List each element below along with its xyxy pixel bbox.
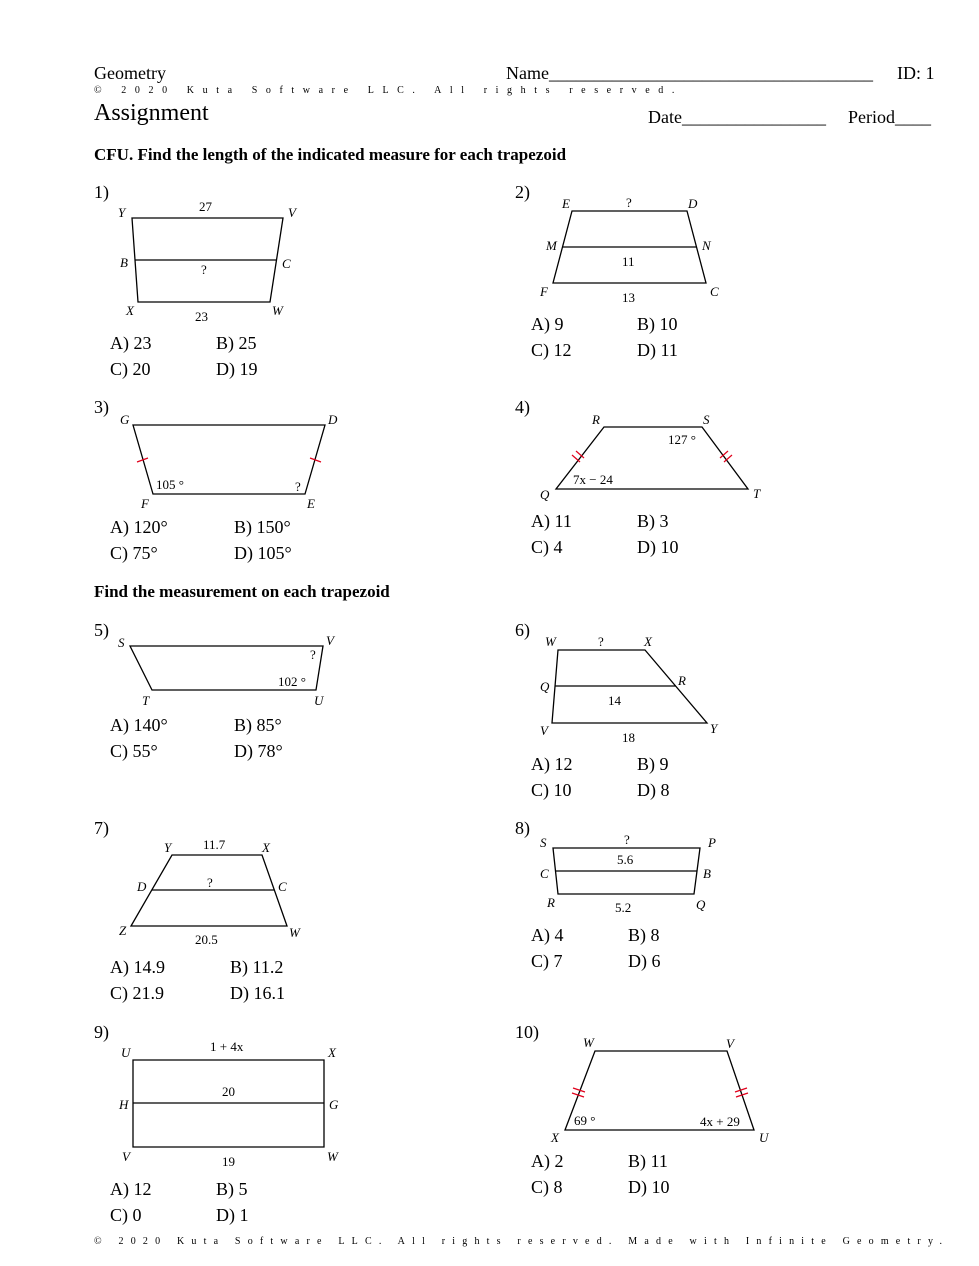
vertex-m: M bbox=[546, 238, 557, 253]
vertex-n: N bbox=[702, 238, 711, 253]
vertex-e: E bbox=[307, 496, 315, 511]
vertex-s: S bbox=[703, 412, 710, 427]
problem-8-choice-b[interactable]: B) 8 bbox=[628, 925, 660, 945]
angle-v-label: ? bbox=[310, 647, 316, 662]
midsegment-label: 5.6 bbox=[617, 852, 634, 867]
problem-4-number: 4) bbox=[515, 397, 530, 417]
problem-4-choice-c[interactable]: C) 4 bbox=[531, 537, 563, 557]
page-title: Assignment bbox=[94, 100, 209, 126]
vertex-r: R bbox=[547, 895, 555, 910]
date-line: ________________ bbox=[681, 107, 826, 127]
problem-3-choice-a[interactable]: A) 120° bbox=[110, 517, 168, 537]
problem-3-number: 3) bbox=[94, 397, 109, 417]
vertex-t: T bbox=[142, 693, 150, 708]
angle-s-label: 127 ° bbox=[668, 432, 696, 447]
vertex-g: G bbox=[120, 412, 130, 427]
problem-7-number: 7) bbox=[94, 818, 109, 838]
problem-6-choice-b[interactable]: B) 9 bbox=[637, 754, 669, 774]
problem-8-choice-d[interactable]: D) 6 bbox=[628, 951, 661, 971]
problem-2-choice-a[interactable]: A) 9 bbox=[531, 314, 564, 334]
problem-3-choice-b[interactable]: B) 150° bbox=[234, 517, 291, 537]
problem-10-choice-b[interactable]: B) 11 bbox=[628, 1151, 668, 1171]
angle-q-label: 7x − 24 bbox=[573, 472, 613, 487]
vertex-c: C bbox=[278, 879, 287, 894]
problem-4-choice-d[interactable]: D) 10 bbox=[637, 537, 679, 557]
vertex-c: C bbox=[710, 284, 719, 299]
vertex-s: S bbox=[540, 835, 547, 850]
vertex-q: Q bbox=[696, 897, 706, 912]
vertex-b: B bbox=[703, 866, 711, 881]
bottom-base-label: 13 bbox=[622, 290, 635, 305]
vertex-c: C bbox=[282, 256, 291, 271]
problem-8-number: 8) bbox=[515, 818, 530, 838]
top-base-label: ? bbox=[598, 634, 604, 649]
bottom-base-label: 20.5 bbox=[195, 932, 218, 947]
problem-3-choice-c[interactable]: C) 75° bbox=[110, 543, 158, 563]
vertex-x: X bbox=[644, 634, 652, 649]
course-name: Geometry bbox=[94, 63, 166, 83]
vertex-x: X bbox=[262, 840, 270, 855]
problem-1-choice-d[interactable]: D) 19 bbox=[216, 359, 258, 379]
period-line: ____ bbox=[895, 107, 931, 127]
problem-8-choice-a[interactable]: A) 4 bbox=[531, 925, 564, 945]
problem-1-number: 1) bbox=[94, 182, 109, 202]
vertex-v: V bbox=[122, 1149, 130, 1164]
vertex-h: H bbox=[119, 1097, 129, 1112]
problem-6-choice-a[interactable]: A) 12 bbox=[531, 754, 573, 774]
problem-2-choice-d[interactable]: D) 11 bbox=[637, 340, 678, 360]
vertex-e: E bbox=[562, 196, 570, 211]
vertex-w: W bbox=[272, 303, 283, 318]
bottom-base-label: 23 bbox=[195, 309, 208, 324]
period-label: Period bbox=[848, 107, 895, 127]
vertex-u: U bbox=[121, 1045, 131, 1060]
vertex-b: B bbox=[120, 255, 128, 270]
angle-e-label: ? bbox=[295, 479, 301, 494]
problem-2-choice-b[interactable]: B) 10 bbox=[637, 314, 678, 334]
problem-8-choice-c[interactable]: C) 7 bbox=[531, 951, 563, 971]
angle-f-label: 105 ° bbox=[156, 477, 184, 492]
problem-9-choice-a[interactable]: A) 12 bbox=[110, 1179, 152, 1199]
problem-10-choice-c[interactable]: C) 8 bbox=[531, 1177, 563, 1197]
problem-3-choice-d[interactable]: D) 105° bbox=[234, 543, 292, 563]
section-heading-1: CFU. Find the length of the indicated measure for each trapezoid bbox=[94, 145, 567, 164]
problem-5-choice-c[interactable]: C) 55° bbox=[110, 741, 158, 761]
problem-9-number: 9) bbox=[94, 1022, 109, 1042]
vertex-r: R bbox=[678, 673, 686, 688]
problem-6-number: 6) bbox=[515, 620, 530, 640]
vertex-y: Y bbox=[710, 721, 718, 736]
problem-1-choice-c[interactable]: C) 20 bbox=[110, 359, 151, 379]
problem-1-choice-b[interactable]: B) 25 bbox=[216, 333, 257, 353]
vertex-q: Q bbox=[540, 679, 550, 694]
name-line: ____________________________________ bbox=[548, 63, 873, 83]
problem-2-number: 2) bbox=[515, 182, 530, 202]
problem-5-choice-b[interactable]: B) 85° bbox=[234, 715, 282, 735]
vertex-u: U bbox=[314, 693, 324, 708]
problem-7-choice-d[interactable]: D) 16.1 bbox=[230, 983, 285, 1003]
angle-u-label: 102 ° bbox=[278, 674, 306, 689]
problem-9-choice-c[interactable]: C) 0 bbox=[110, 1205, 142, 1225]
vertex-v: V bbox=[288, 205, 296, 220]
midsegment-label: ? bbox=[207, 875, 213, 890]
problem-5-choice-a[interactable]: A) 140° bbox=[110, 715, 168, 735]
vertex-r: R bbox=[592, 412, 600, 427]
vertex-f: F bbox=[540, 284, 548, 299]
vertex-w: W bbox=[289, 925, 300, 940]
top-base-label: 11.7 bbox=[203, 837, 226, 852]
vertex-d: D bbox=[328, 412, 338, 427]
problem-5-choice-d[interactable]: D) 78° bbox=[234, 741, 283, 761]
angle-x-label: 69 ° bbox=[574, 1113, 596, 1128]
vertex-f: F bbox=[141, 496, 149, 511]
date-label: Date bbox=[648, 107, 682, 127]
angle-u-label: 4x + 29 bbox=[700, 1114, 740, 1129]
bottom-base-label: 18 bbox=[622, 730, 635, 745]
top-base-label: ? bbox=[624, 832, 630, 847]
top-base-label: ? bbox=[626, 195, 632, 210]
problem-5-number: 5) bbox=[94, 620, 109, 640]
vertex-s: S bbox=[118, 635, 125, 650]
vertex-y: Y bbox=[118, 205, 126, 220]
copyright-bottom: © 2020 Kuta Software LLC. All rights reserved. Made with Infinite Geometry. bbox=[94, 1236, 950, 1247]
problem-10-number: 10) bbox=[515, 1022, 539, 1042]
problem-7-choice-a[interactable]: A) 14.9 bbox=[110, 957, 165, 977]
name-label: Name bbox=[506, 63, 549, 83]
vertex-p: P bbox=[708, 835, 716, 850]
vertex-x: X bbox=[126, 303, 134, 318]
vertex-t: T bbox=[753, 486, 761, 501]
copyright-top: © 2020 Kuta Software LLC. All rights reserved. bbox=[94, 85, 683, 96]
problem-1-choice-a[interactable]: A) 23 bbox=[110, 333, 152, 353]
midsegment-label: 20 bbox=[222, 1084, 235, 1099]
vertex-d: D bbox=[137, 879, 147, 894]
vertex-w: W bbox=[545, 634, 556, 649]
problem-7-choice-b[interactable]: B) 11.2 bbox=[230, 957, 284, 977]
midsegment-label: 14 bbox=[608, 693, 621, 708]
problem-4-choice-a[interactable]: A) 11 bbox=[531, 511, 572, 531]
top-base-label: 1 + 4x bbox=[210, 1039, 244, 1054]
vertex-c: C bbox=[540, 866, 549, 881]
problem-6-choice-c[interactable]: C) 10 bbox=[531, 780, 572, 800]
problem-7-choice-c[interactable]: C) 21.9 bbox=[110, 983, 164, 1003]
problem-6-choice-d[interactable]: D) 8 bbox=[637, 780, 670, 800]
vertex-y: Y bbox=[164, 840, 172, 855]
section-heading-2: Find the measurement on each trapezoid bbox=[94, 582, 390, 601]
vertex-g: G bbox=[329, 1097, 339, 1112]
midsegment-label: ? bbox=[201, 262, 207, 277]
vertex-w: W bbox=[327, 1149, 338, 1164]
vertex-d: D bbox=[688, 196, 698, 211]
midsegment-label: 11 bbox=[622, 254, 635, 269]
problem-10-choice-a[interactable]: A) 2 bbox=[531, 1151, 564, 1171]
vertex-v: V bbox=[540, 723, 548, 738]
bottom-base-label: 5.2 bbox=[615, 900, 632, 915]
problem-9-choice-d[interactable]: D) 1 bbox=[216, 1205, 249, 1225]
vertex-x: X bbox=[551, 1130, 559, 1145]
vertex-q: Q bbox=[540, 487, 550, 502]
problem-2-choice-c[interactable]: C) 12 bbox=[531, 340, 572, 360]
problem-10-choice-d[interactable]: D) 10 bbox=[628, 1177, 670, 1197]
problem-9-choice-b[interactable]: B) 5 bbox=[216, 1179, 248, 1199]
vertex-x: X bbox=[328, 1045, 336, 1060]
problem-4-choice-b[interactable]: B) 3 bbox=[637, 511, 669, 531]
vertex-w: W bbox=[583, 1035, 594, 1050]
worksheet-id: ID: 1 bbox=[897, 63, 935, 83]
vertex-u: U bbox=[759, 1130, 769, 1145]
vertex-v: V bbox=[326, 633, 334, 648]
vertex-z: Z bbox=[119, 923, 127, 938]
vertex-v: V bbox=[726, 1036, 734, 1051]
bottom-base-label: 19 bbox=[222, 1154, 235, 1169]
top-base-label: 27 bbox=[199, 199, 212, 214]
